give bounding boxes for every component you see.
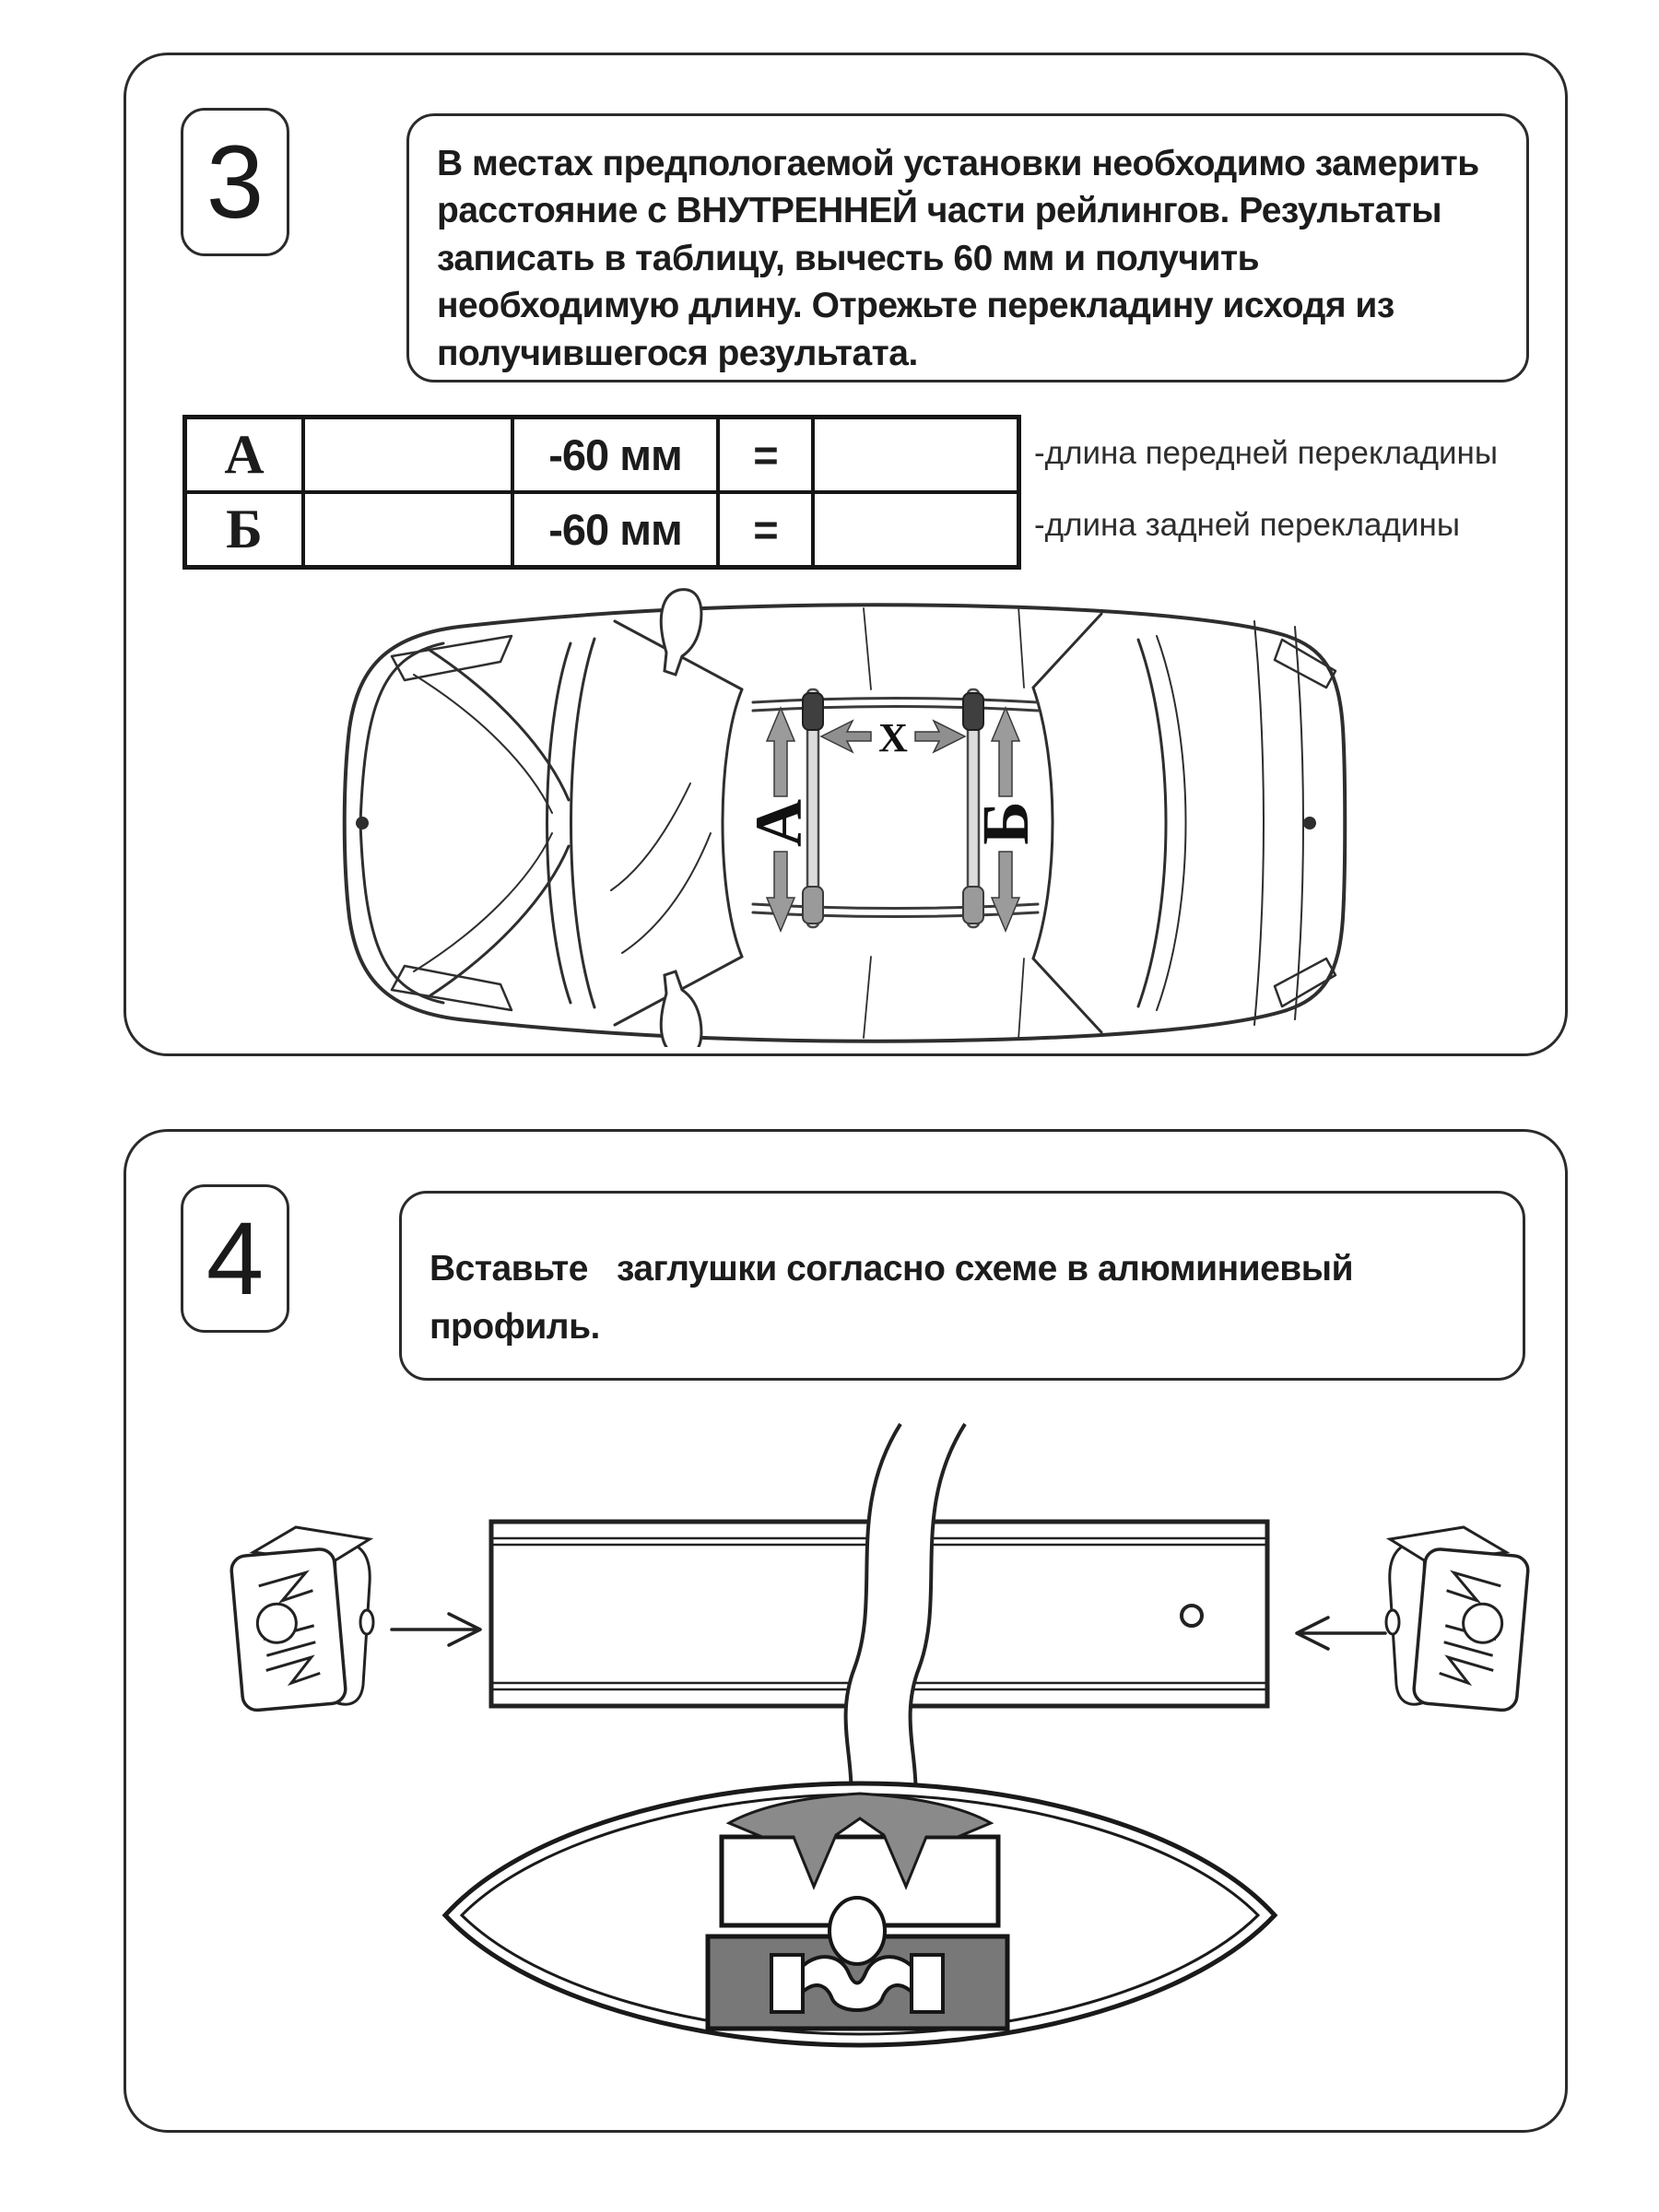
step3-number: 3 (206, 124, 265, 240)
table-row-a-deduction: -60 мм (514, 419, 720, 494)
table-row-a-letter: А (187, 419, 305, 494)
trunk-lock-dot (1303, 817, 1316, 830)
step3-instruction-box (406, 113, 1529, 382)
table-row-b-letter: Б (187, 494, 305, 565)
step3-number-box (181, 108, 289, 256)
step4-number-box (181, 1184, 289, 1333)
table-row-a-measured-cell (305, 419, 514, 494)
side-mirrors (661, 590, 701, 1047)
table-row-b-result-cell (815, 494, 1017, 565)
table-row-a-equals: = (720, 419, 815, 494)
step4-instruction-box (399, 1191, 1525, 1381)
insert-arrow-left (392, 1614, 480, 1645)
car-body-outline (345, 605, 1346, 1041)
insert-arrow-right (1297, 1618, 1385, 1649)
step4-instruction-text: Вставьте заглушки согласно схеме в алюминиевый профиль. (429, 1249, 1363, 1347)
table-row-b-deduction: -60 мм (514, 494, 720, 565)
table-row-b-measured-cell (305, 494, 514, 565)
table-row-a-result-cell (815, 419, 1017, 494)
measurement-table (182, 415, 1021, 570)
step4-panel (124, 1129, 1568, 2133)
right-end-cap (1386, 1527, 1529, 1712)
rear-bar-length-note: -длина задней перекладины (1034, 507, 1460, 543)
step3-instruction-text: В местах предпологаемой установки необходимо замерить расстояние с ВНУТРЕННЕЙ части рейлингов. Результаты записать в таблицу, вычесть 60 мм и получить необходимую длину. Отрежьте перекладину исходя из получившегося результата. (437, 144, 1489, 373)
car-top-view-diagram (224, 586, 1348, 1047)
label-rear-bar: Б (969, 801, 1042, 845)
step3-panel (124, 53, 1568, 1056)
label-front-bar: А (742, 799, 816, 847)
front-emblem-dot (356, 817, 369, 830)
profile-and-caps-diagram (126, 1401, 1565, 2127)
profile-cross-section (445, 1783, 1275, 2045)
step4-number: 4 (206, 1200, 265, 1316)
bolt-head-cutout (830, 1898, 885, 1964)
fixing-hole (1182, 1606, 1202, 1626)
label-distance-x: X (878, 715, 908, 760)
left-end-cap (230, 1527, 373, 1712)
front-bar-length-note: -длина передней перекладины (1034, 435, 1499, 471)
table-row-b-equals: = (720, 494, 815, 565)
